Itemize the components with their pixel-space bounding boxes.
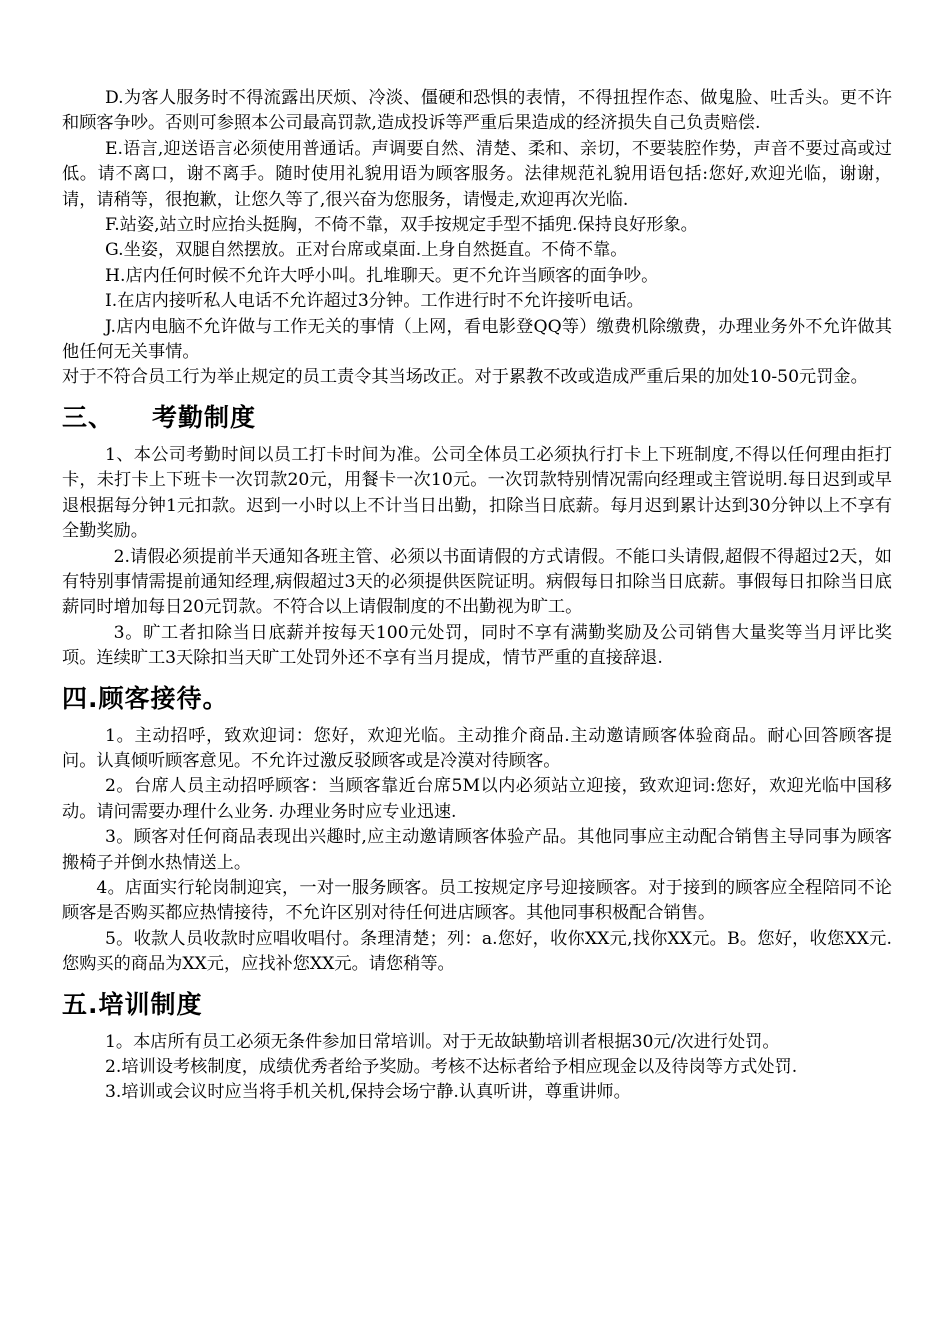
rule-g: G.坐姿，双腿自然摆放。正对台席或桌面.上身自然挺直。不倚不靠。	[105, 240, 628, 261]
rule-i: I.在店内接听私人电话不允许超过3分钟。工作进行时不允许接听电话。	[105, 291, 644, 312]
section-heading-attendance	[62, 403, 892, 433]
rule-d: D.为客人服务时不得流露出厌烦、冷淡、僵硬和恐惧的表情，不得扭捏作态、做鬼脸、吐舌头。更不许和顾客争吵。否则可参照本公司最高罚款,造成投诉等严重后果造成的经济损失自己负责赔偿.	[62, 88, 892, 134]
attendance-item-2: 2.请假必须提前半天通知各班主管、必须以书面请假的方式请假。不能口头请假,超假不得超过2天，如有特别事情需提前通知经理,病假超过3天的必须提供医院证明。病假每日扣除当日底薪。事假每日扣除当日底薪同时增加每日20元罚款。不符合以上请假制度的不出勤视为旷工。	[62, 546, 892, 618]
reception-item-4: 4。店面实行轮岗制迎宾，一对一服务顾客。员工按规定序号迎接顾客。对于接到的顾客应全程陪同不论顾客是否购买都应热情接待，不允许区别对待任何进店顾客。其他同事积极配合销售。	[62, 877, 892, 924]
document-page	[62, 86, 892, 1106]
training-item-3: 3.培训或会议时应当将手机关机,保持会场宁静.认真听讲，尊重讲师。	[105, 1082, 631, 1103]
rule-e: E.语言,迎送语言必须使用普通话。声调要自然、清楚、柔和、亲切，不要装腔作势，声音不要过高或过低。请不离口，谢不离手。随时使用礼貌用语为顾客服务。法律规范礼貌用语包括:您好,欢迎光临，谢谢，请，请稍等，很抱歉，让您久等了,很兴奋为您服务，请慢走,欢迎再次光临.	[62, 138, 892, 210]
attendance-item-3: 3。旷工者扣除当日底薪并按每天100元处罚，同时不享有满勤奖励及公司销售大量奖等当月评比奖项。连续旷工3天除扣当天旷工处罚外还不享有当月提成，情节严重的直接辞退.	[62, 622, 892, 669]
section-heading-training: 五.培训制度	[62, 989, 203, 1019]
rule-j: J.店内电脑不允许做与工作无关的事情（上网，看电影登QQ等）缴费机除缴费，办理业务外不允许做其他任何无关事情。	[62, 316, 892, 363]
section-heading-reception: 四.顾客接待。	[62, 683, 229, 713]
training-item-2: 2.培训设考核制度，成绩优秀者给予奖励。考核不达标者给予相应现金以及待岗等方式处罚.	[105, 1057, 798, 1077]
rule-h: H.店内任何时候不允许大呼小叫。扎堆聊天。更不允许当顾客的面争吵。	[105, 265, 659, 286]
rules-closing: 对于不符合员工行为举止规定的员工责令其当场改正。对于累教不改或造成严重后果的加处10-50元罚金。	[62, 367, 868, 388]
attendance-item-1: 1、本公司考勤时间以员工打卡时间为准。公司全体员工必须执行打卡上下班制度,不得以任何理由拒打卡，未打卡上下班卡一次罚款20元，用餐卡一次10元。一次罚款特别情况需向经理或主管说明.每日迟到或早退根据每分钟1元扣款。迟到一小时以上不计当日出勤，扣除当日底薪。每月迟到累计达到30分钟以上不享有全勤奖励。	[62, 444, 892, 542]
reception-item-2: 2。台席人员主动招呼顾客：当顾客靠近台席5M以内必须站立迎接，致欢迎词:您好，欢迎光临中国移动。请问需要办理什么业务. 办理业务时应专业迅速.	[62, 776, 892, 822]
reception-item-1: 1。主动招呼，致欢迎词：您好，欢迎光临。主动推介商品.主动邀请顾客体验商品。耐心回答顾客提问。认真倾听顾客意见。不允许过激反驳顾客或是冷漠对待顾客。	[62, 725, 892, 771]
reception-item-5: 5。收款人员收款时应唱收唱付。条理清楚；列：a.您好，收你XX元,找你XX元。B。您好，收您XX元.您购买的商品为XX元，应找补您XX元。请您稍等。	[62, 928, 892, 975]
section-number: 三、	[62, 402, 115, 432]
reception-item-3: 3。顾客对任何商品表现出兴趣时,应主动邀请顾客体验产品。其他同事应主动配合销售主导同事为顾客搬椅子并倒水热情送上。	[62, 827, 892, 873]
section-title: 考勤制度	[152, 402, 257, 432]
training-item-1: 1。本店所有员工必须无条件参加日常培训。对于无故缺勤培训者根据30元/次进行处罚。	[105, 1031, 780, 1052]
rule-f: F.站姿,站立时应抬头挺胸，不倚不靠，双手按规定手型不插兜.保持良好形象。	[105, 215, 698, 236]
